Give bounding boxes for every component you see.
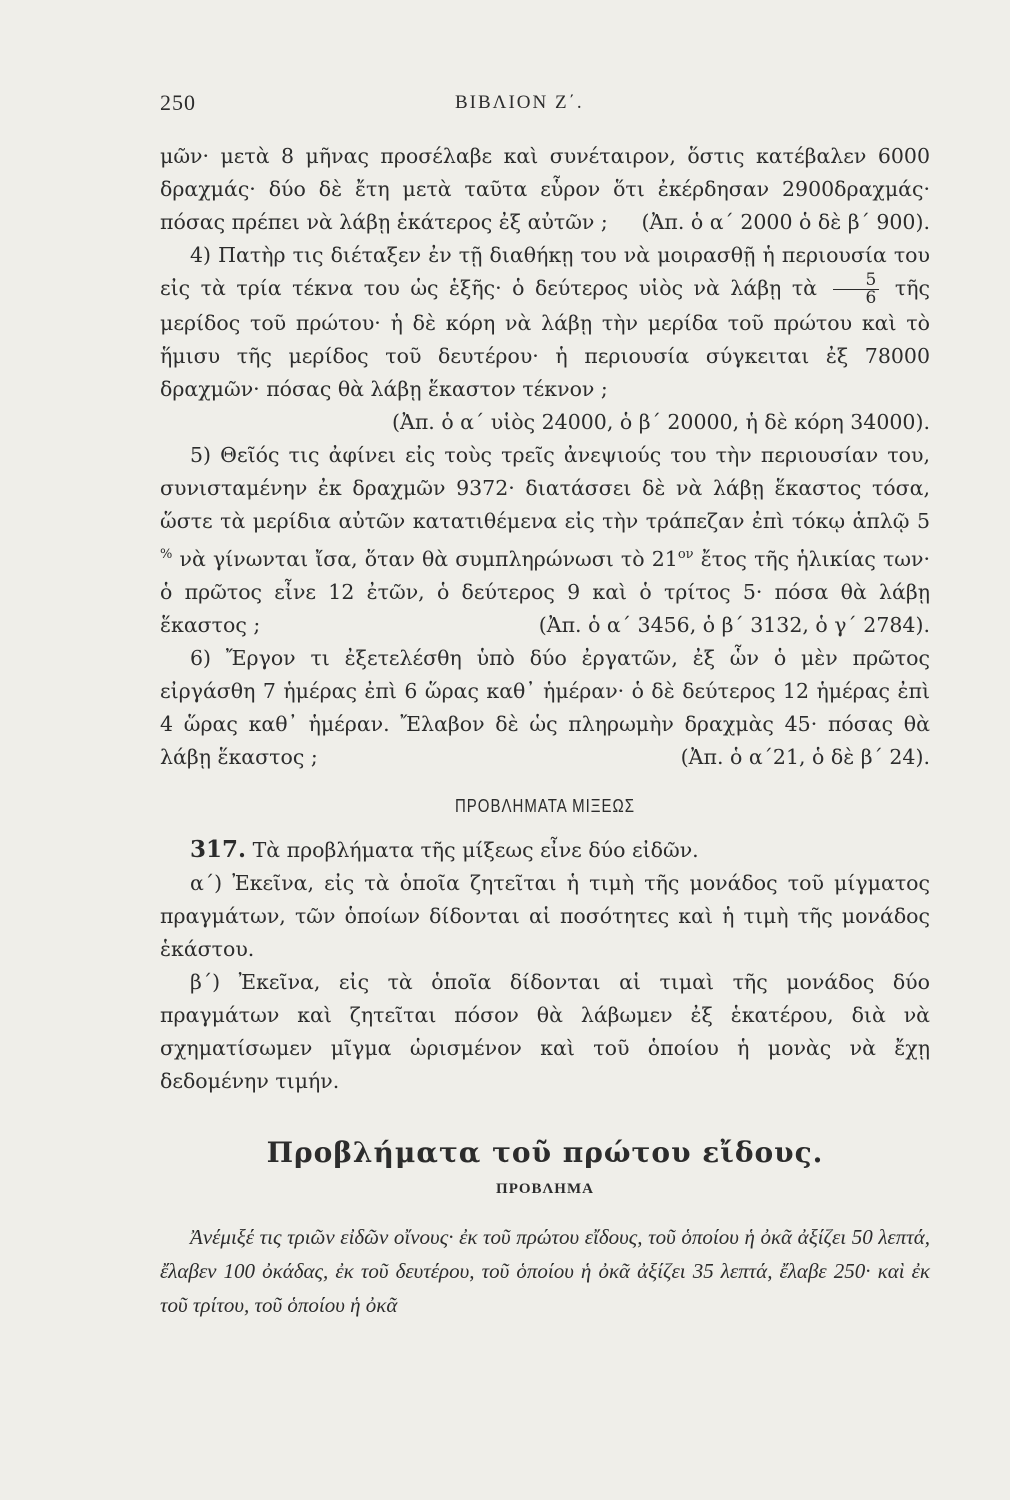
page-header [160, 90, 930, 120]
problem-3-answer: (Ἀπ. ὁ α΄ 2000 ὁ δὲ β΄ 900). [641, 210, 930, 234]
mixing-section-heading: ΠΡΟΒΛΗΜΑΤΑ ΜΙΞΕΩΣ [454, 796, 636, 817]
problem-5-text-3: ἔτος τῆς ἡλικίας των· ὁ πρῶτος εἶνε 12 ἐτῶν, ὁ δεύτερος 9 καὶ ὁ τρίτος 5· πόσα θὰ λάβῃ ἕκαστος ; [160, 546, 930, 637]
problem-6 [160, 642, 930, 774]
problem-6-answer: (Ἀπ. ὁ α΄21, ὁ δὲ β΄ 24). [680, 744, 930, 769]
fraction-numerator: 5 [833, 272, 880, 290]
problem-6-text: 6) Ἔργον τι ἐξετελέσθη ὑπὸ δύο ἐργατῶν, ἐξ ὧν ὁ μὲν πρῶτος εἰργάσθη 7 ἡμέρας ἐπὶ 6 ὥρας καθ᾽ ἡμέραν· ὁ δὲ δεύτερος 12 ἡμέρας ἐπὶ 4 ὥρας καθ᾽ ἡμέραν. Ἔλαβον δὲ ὡς πληρωμὴν δραχμὰς 45· πόσας θὰ λάβῃ ἕκαστος ; [160, 645, 930, 769]
fraction-denominator: 6 [865, 288, 877, 308]
fraction-five-sixths [833, 272, 880, 307]
running-head: ΒΙΒΛΙΟΝ Ζ΄. [455, 92, 584, 113]
page-number: 250 [160, 90, 196, 115]
problem-subtitle: ΠΡΟΒΛΗΜΑ [496, 1180, 594, 1197]
paragraph-317 [160, 833, 930, 867]
problem-4-text-start: 4) Πατὴρ τις διέταξεν ἐν τῇ διαθήκῃ του νὰ μοιρασθῇ ἡ περιουσία του εἰς τὰ τρία τέκνα του ὡς ἑξῆς· ὁ δεύτερος υἱὸς νὰ λάβῃ τὰ [160, 243, 930, 300]
problem-3-text: μῶν· μετὰ 8 μῆνας προσέλαβε καὶ συνέταιρον, ὅστις κατέβαλεν 6000 δραχμάς· δύο δὲ ἔτη μετὰ ταῦτα εὗρον ὅτι ἐκέρδησαν 2900δραχμάς· πόσας πρέπει νὰ λάβῃ ἑκάτερος ἐξ αὐτῶν ; [160, 144, 930, 234]
page-body [160, 140, 930, 1322]
problem-5-text-1: 5) Θεῖός τις ἀφίνει εἰς τοὺς τρεῖς ἀνεψιούς του τὴν περιουσίαν του, συνισταμένην ἐκ δραχμῶν 9372· διατάσσει δὲ νὰ λάβῃ ἕκαστος τόσα, ὥστε τὰ μερίδια αὐτῶν κατατιθέμενα εἰς τὴν τράπεζαν ἐπὶ τόκῳ ἁπλῷ 5 [160, 443, 930, 533]
problem-5-answer: (Ἀπ. ὁ α΄ 3456, ὁ β΄ 3132, ὁ γ΄ 2784). [538, 612, 930, 637]
ordinal-superscript: ον [677, 547, 694, 562]
problem-4-answer: (Ἀπ. ὁ α΄ υἱὸς 24000, ὁ β΄ 20000, ἡ δὲ κόρη 34000). [392, 410, 930, 434]
mixing-item-b: β΄) Ἐκεῖνα, εἰς τὰ ὁποῖα δίδονται αἱ τιμαὶ τῆς μονάδος δύο πραγμάτων καὶ ζητεῖται πόσον θὰ λάβωμεν ἐξ ἑκατέρου, διὰ νὰ σχηματίσωμεν μῖγμα ὡρισμένον καὶ τοῦ ὁποίου ἡ μονὰς νὰ ἔχῃ δεδομένην τιμήν. [160, 969, 930, 1093]
problem-4 [160, 239, 930, 439]
first-kind-title: Προβλήματα τοῦ πρώτου εἴδους. [266, 1135, 824, 1169]
percent-sign: % [160, 547, 173, 562]
paragraph-317-text: Τὰ προβλήματα τῆς μίξεως εἶνε δύο εἰδῶν. [252, 837, 699, 862]
first-kind-problem-text: Ἀνέμιξέ τις τριῶν εἰδῶν οἴνους· ἐκ τοῦ πρώτου εἴδους, τοῦ ὁποίου ἡ ὀκᾶ ἀξίζει 50 λεπτά, ἔλαβεν 100 ὀκάδας, ἐκ τοῦ δευτέρου, τοῦ ὁποίου ἡ ὀκᾶ ἀξίζει 35 λεπτά, ἔλαβε 250· καὶ ἐκ τοῦ τρίτου, τοῦ ὁποίου ἡ ὀκᾶ [160, 1224, 930, 1317]
problem-5 [160, 439, 930, 642]
problem-5-text-2: νὰ γίνωνται ἴσα, ὅταν θὰ συμπληρώνωσι τὸ 21 [179, 546, 678, 571]
paragraph-number: 317. [190, 835, 247, 863]
problem-3-continuation [160, 140, 930, 239]
mixing-item-a: α΄) Ἐκεῖνα, εἰς τὰ ὁποῖα ζητεῖται ἡ τιμὴ τῆς μονάδος τοῦ μίγματος πραγμάτων, τῶν ὁποίων δίδονται αἱ ποσότητες καὶ ἡ τιμὴ τῆς μονάδος ἑκάστου. [160, 870, 930, 961]
problem-4-text-end: τῆς μερίδος τοῦ πρώτου· ἡ δὲ κόρη νὰ λάβῃ τὴν μερίδα τοῦ πρώτου καὶ τὸ ἥμισυ τῆς μερίδος τοῦ δευτέρου· ἡ περιουσία σύγκειται ἐξ 78000 δραχμῶν· πόσας θὰ λάβῃ ἕκαστον τέκνον ; [160, 276, 930, 401]
